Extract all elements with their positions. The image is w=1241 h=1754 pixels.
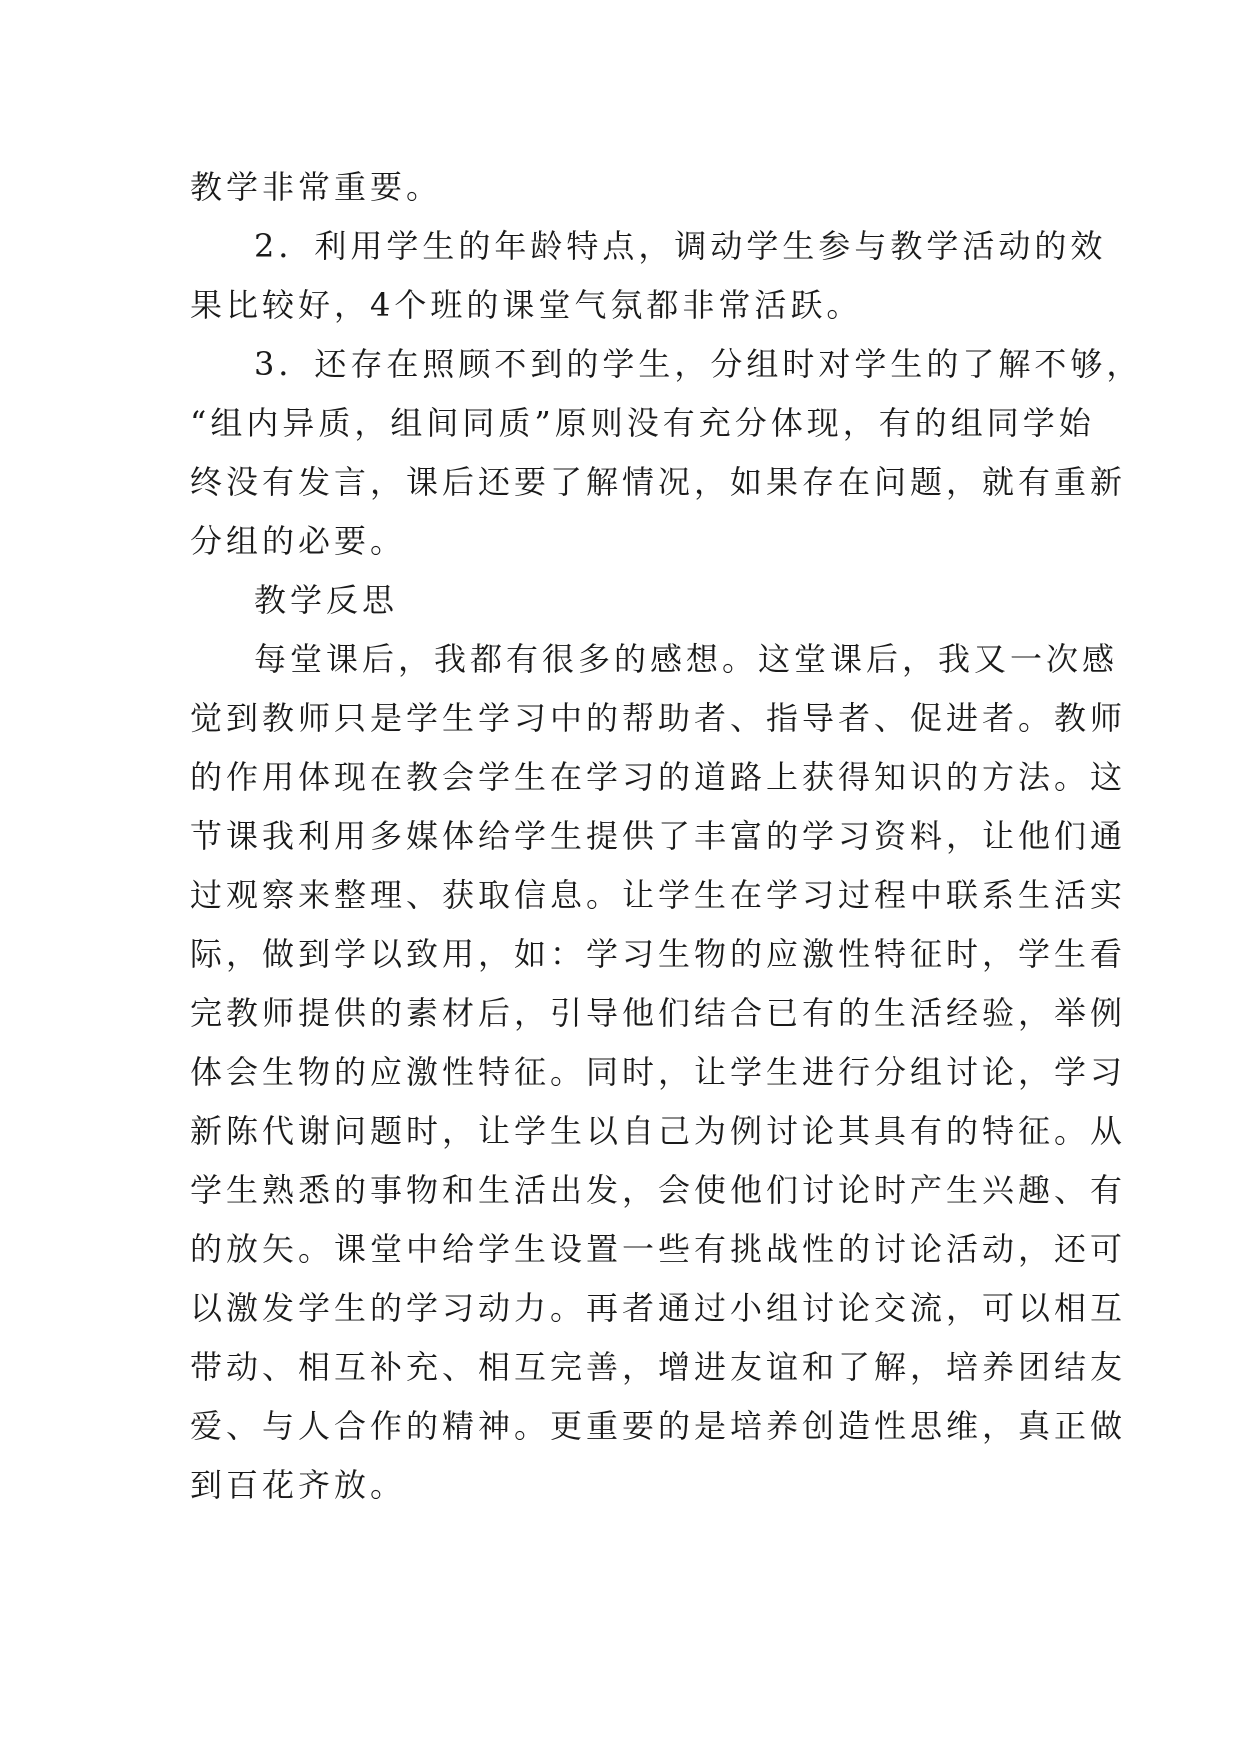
text-line: 3．还存在照顾不到的学生，分组时对学生的了解不够，	[254, 345, 1143, 383]
text-line: 爱、与人合作的精神。更重要的是培养创造性思维，真正做	[190, 1407, 1127, 1445]
body-text	[190, 158, 1143, 1515]
text-line: 分组的必要。	[190, 522, 407, 560]
text-line: 2．利用学生的年龄特点，调动学生参与教学活动的效	[254, 227, 1107, 265]
text-line: 带动、相互补充、相互完善，增进友谊和了解，培养团结友	[190, 1348, 1127, 1386]
text-line: 的作用体现在教会学生在学习的道路上获得知识的方法。这	[190, 758, 1127, 796]
section-heading: 教学反思	[254, 581, 399, 619]
text-line: 过观察来整理、获取信息。让学生在学习过程中联系生活实	[190, 876, 1127, 914]
text-line: 完教师提供的素材后，引导他们结合已有的生活经验，举例	[190, 994, 1127, 1032]
text-line: 果比较好，4个班的课堂气氛都非常活跃。	[190, 286, 863, 324]
text-line: 每堂课后，我都有很多的感想。这堂课后，我又一次感	[254, 640, 1119, 678]
text-line: 终没有发言，课后还要了解情况，如果存在问题，就有重新	[190, 463, 1127, 501]
text-line: “组内异质，组间同质”原则没有充分体现，有的组同学始	[190, 404, 1095, 442]
text-line: 学生熟悉的事物和生活出发，会使他们讨论时产生兴趣、有	[190, 1171, 1127, 1209]
text-line: 教学非常重要。	[190, 168, 443, 206]
text-line: 觉到教师只是学生学习中的帮助者、指导者、促进者。教师	[190, 699, 1127, 737]
text-line: 新陈代谢问题时，让学生以自己为例讨论其具有的特征。从	[190, 1112, 1127, 1150]
text-line: 节课我利用多媒体给学生提供了丰富的学习资料，让他们通	[190, 817, 1127, 855]
text-line: 以激发学生的学习动力。再者通过小组讨论交流，可以相互	[190, 1289, 1127, 1327]
text-line: 到百花齐放。	[190, 1466, 407, 1504]
text-line: 体会生物的应激性特征。同时，让学生进行分组讨论，学习	[190, 1053, 1127, 1091]
text-line: 的放矢。课堂中给学生设置一些有挑战性的讨论活动，还可	[190, 1230, 1127, 1268]
text-line: 际，做到学以致用，如：学习生物的应激性特征时，学生看	[190, 935, 1127, 973]
